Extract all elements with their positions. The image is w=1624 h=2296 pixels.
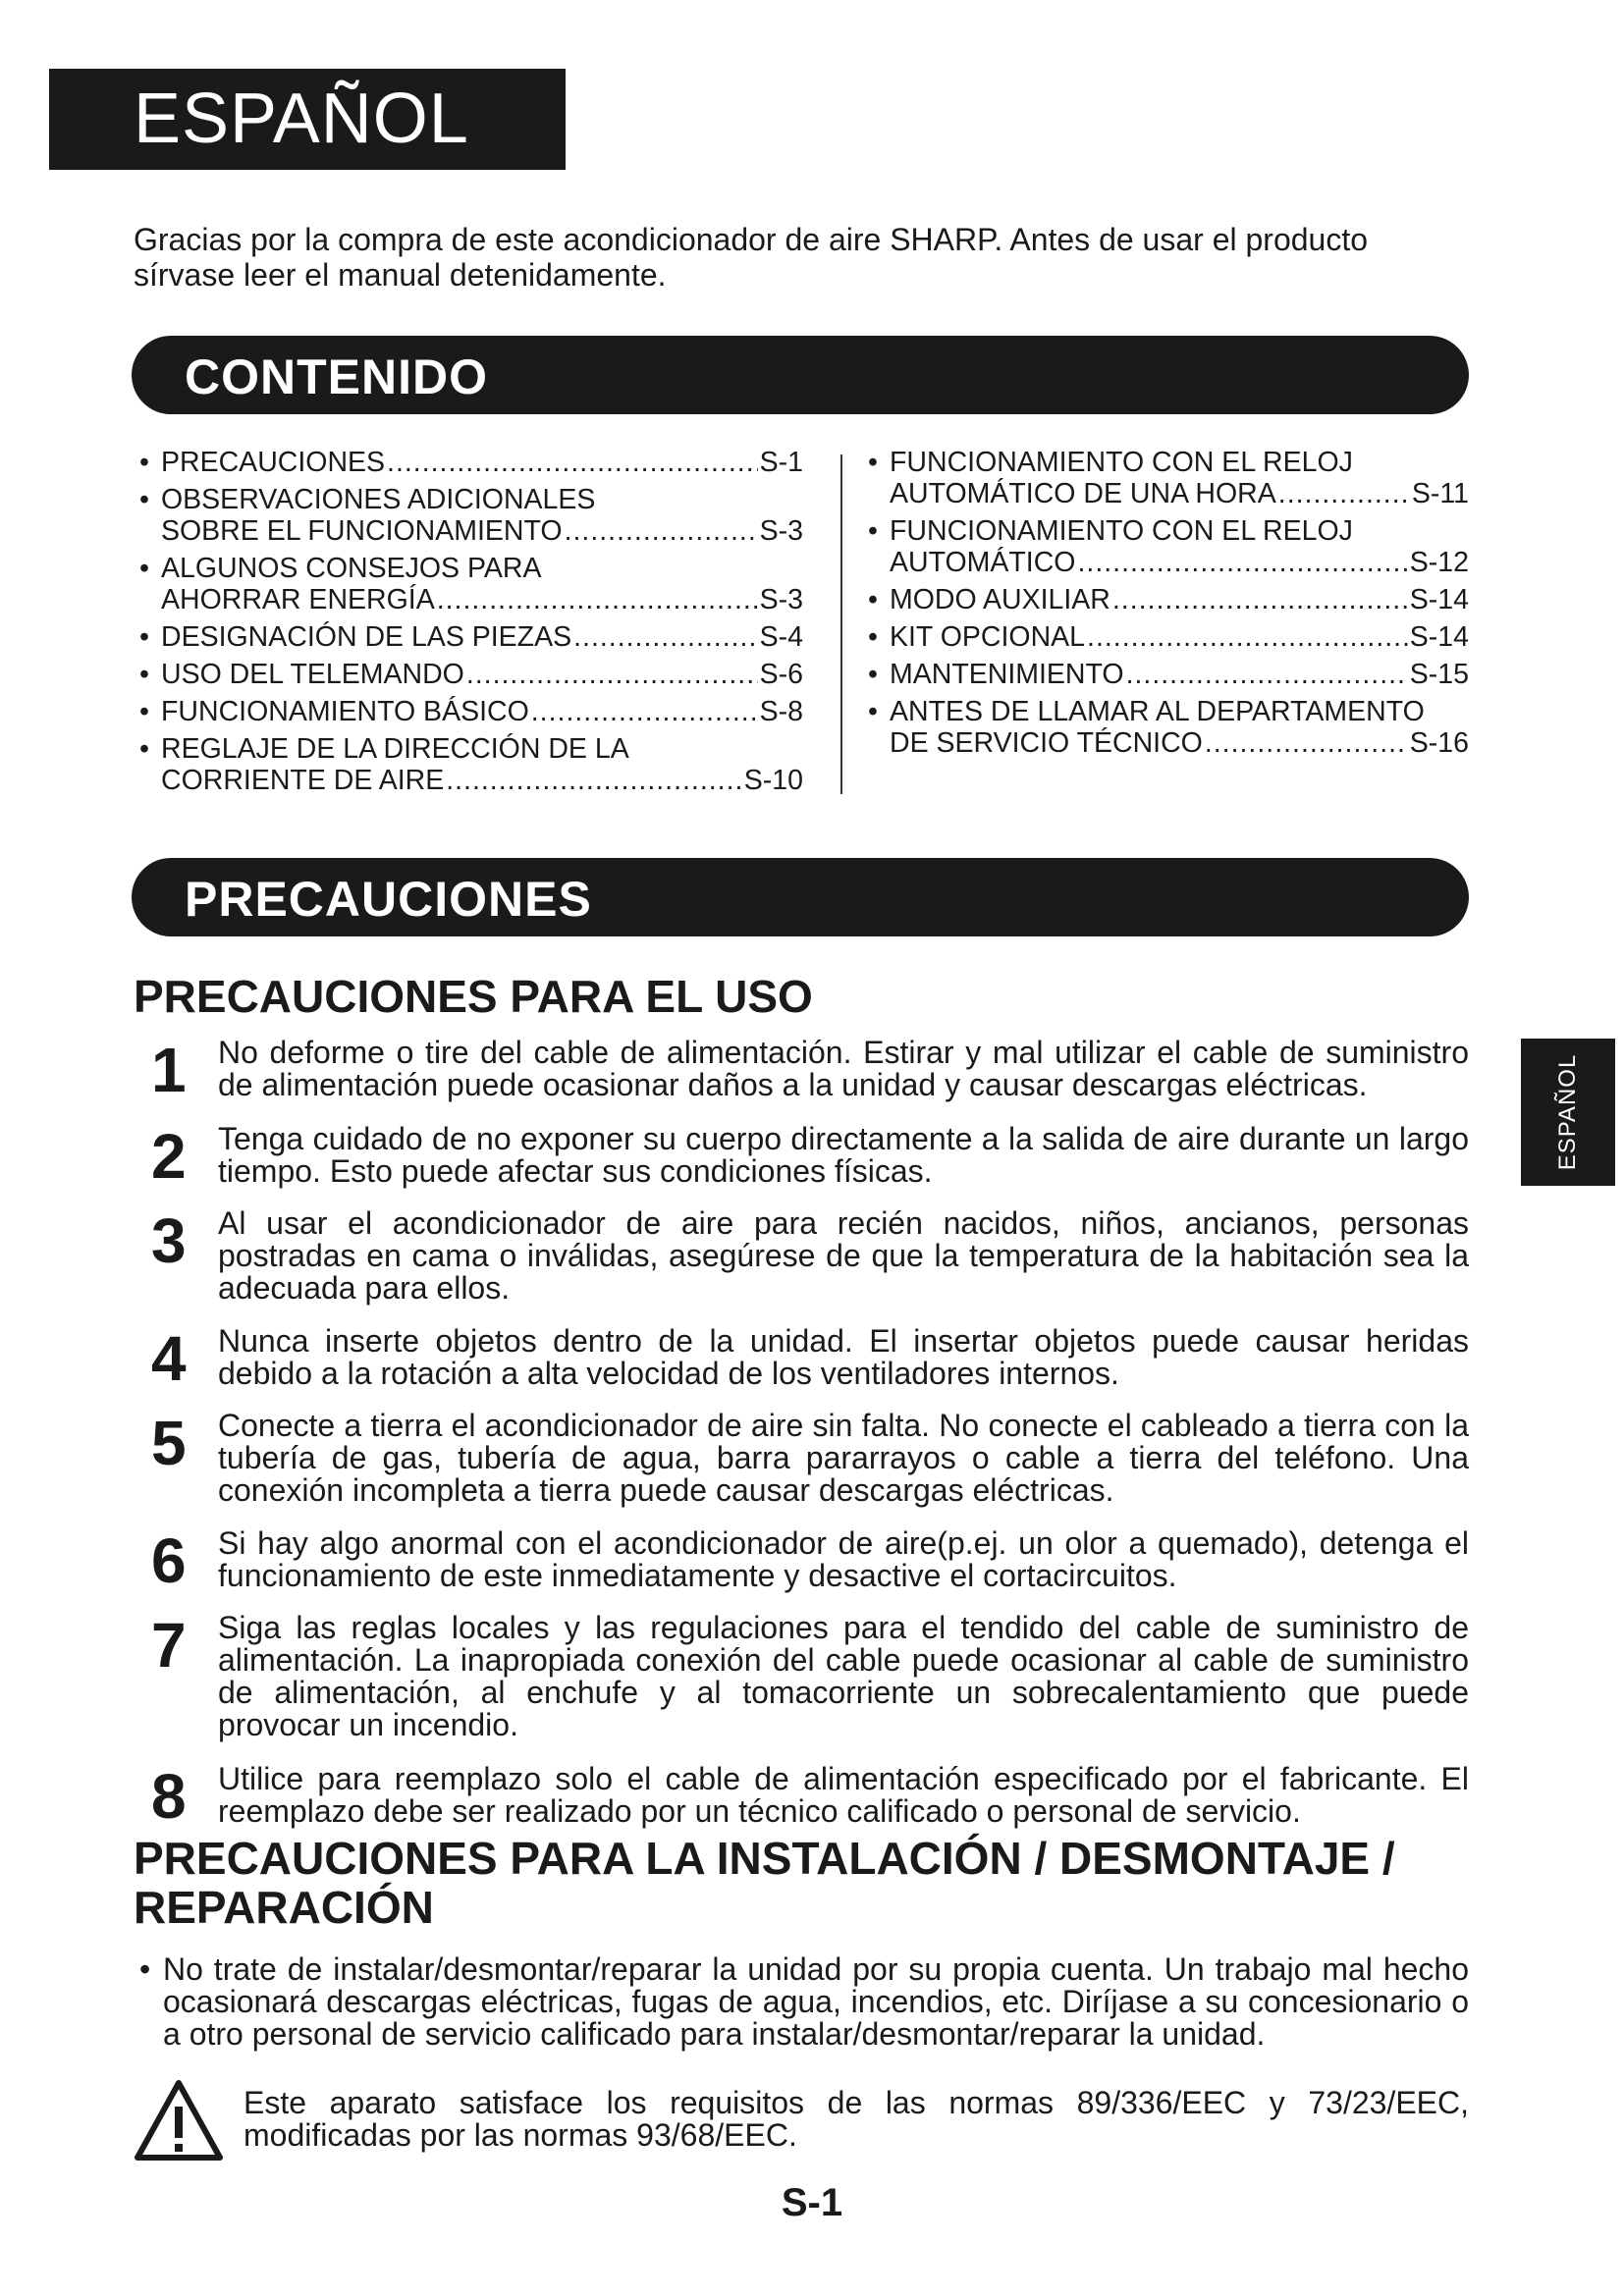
bullet: • [139, 1951, 151, 1987]
toc-item [868, 621, 1469, 653]
toc-divider [840, 454, 842, 794]
precaution-number: 7 [151, 1610, 187, 1681]
contents-banner [132, 336, 1469, 414]
toc-leader-dots [437, 584, 758, 615]
toc-page-ref: S-11 [1411, 478, 1469, 509]
toc-item [139, 659, 803, 690]
precaution-text: Siga las reglas locales y las regulaciones para el tendido del cable de suministro de alimentación. La inapropiada conexión del cable puede ocasionar al cable de suministro de alimentación, al enchufe y al tomacorriente un sobrecalentamiento que puede provocar un incendio. [218, 1610, 1469, 1742]
toc-item [139, 484, 803, 547]
precaution-text: Si hay algo anormal con el acondicionador de aire(p.ej. un olor a quemado), detenga el funcionamiento de este inmediatamente y desactive el cortacircuitos. [218, 1525, 1469, 1593]
precaution-item [134, 1121, 1469, 1192]
toc-item [868, 584, 1469, 615]
toc-leader-dots [1126, 659, 1408, 690]
toc-line [161, 659, 803, 690]
precautions-title: PRECAUCIONES [185, 872, 592, 927]
toc-entry-title: REGLAJE DE LA DIRECCIÓN DE LA [161, 733, 629, 765]
bullet: • [139, 696, 149, 727]
bullet: • [868, 447, 878, 478]
toc-leader-dots [573, 621, 758, 653]
intro-paragraph: Gracias por la compra de este acondicionador de aire SHARP. Antes de usar el producto sírvase leer el manual detenidamente. [134, 222, 1369, 293]
install-precaution-item [139, 1953, 1469, 2051]
precaution-number: 2 [151, 1121, 187, 1192]
toc-leader-dots [466, 659, 758, 690]
toc-page-ref: S-8 [759, 696, 803, 727]
page-number: S-1 [781, 2181, 843, 2224]
toc-entry-title: DE SERVICIO TÉCNICO [890, 727, 1203, 759]
install-precautions-heading: PRECAUCIONES PARA LA INSTALACIÓN / DESMONTAJE / REPARACIÓN [134, 1833, 1395, 1933]
toc-left-column [139, 447, 803, 802]
toc-line [161, 696, 803, 727]
toc-entry-title: KIT OPCIONAL [890, 621, 1086, 653]
toc-line [890, 547, 1469, 578]
toc-entry-title: FUNCIONAMIENTO BÁSICO [161, 696, 529, 727]
toc-page-ref: S-14 [1409, 584, 1469, 615]
precaution-text: Utilice para reemplazo solo el cable de alimentación especificado por el fabricante. El reemplazo debe ser realizado por un técnico calificado o personal de servicio. [218, 1761, 1469, 1829]
toc-entry-title: MODO AUXILIAR [890, 584, 1110, 615]
precautions-banner [132, 858, 1469, 936]
language-header [49, 69, 566, 170]
precaution-item [134, 1207, 1469, 1305]
toc-page-ref: S-3 [759, 515, 803, 547]
toc-line [161, 553, 803, 584]
toc-leader-dots [1087, 621, 1408, 653]
precaution-item [134, 1612, 1469, 1741]
bullet: • [868, 584, 878, 615]
toc-entry-title: ANTES DE LLAMAR AL DEPARTAMENTO [890, 696, 1425, 727]
toc-entry-title: OBSERVACIONES ADICIONALES [161, 484, 596, 515]
side-tab-label: ESPAÑOL [1554, 1053, 1581, 1171]
bullet: • [868, 696, 878, 727]
toc-entry-title: FUNCIONAMIENTO CON EL RELOJ [890, 447, 1353, 478]
toc-item [139, 621, 803, 653]
language-title: ESPAÑOL [134, 80, 469, 158]
toc-entry-title: PRECAUCIONES [161, 447, 386, 478]
toc-entry-title: ALGUNOS CONSEJOS PARA [161, 553, 542, 584]
toc-page-ref: S-14 [1409, 621, 1469, 653]
toc-line [890, 659, 1469, 690]
precaution-number: 1 [151, 1035, 187, 1105]
bullet: • [868, 659, 878, 690]
toc-leader-dots [531, 696, 758, 727]
bullet: • [139, 447, 149, 478]
toc-line [161, 447, 803, 478]
bullet: • [868, 515, 878, 547]
precaution-item [134, 1761, 1469, 1832]
precaution-item [134, 1410, 1469, 1507]
toc-line [161, 515, 803, 547]
toc-entry-title: AHORRAR ENERGÍA [161, 584, 435, 615]
bullet: • [139, 553, 149, 584]
toc-line [890, 478, 1469, 509]
toc-page-ref: S-3 [759, 584, 803, 615]
precaution-number: 3 [151, 1205, 187, 1276]
toc-item [868, 515, 1469, 578]
toc-page-ref: S-16 [1409, 727, 1469, 759]
toc-leader-dots [1112, 584, 1408, 615]
toc-leader-dots [387, 447, 758, 478]
toc-line [890, 696, 1469, 727]
toc-leader-dots [446, 765, 742, 796]
language-side-tab [1521, 1039, 1615, 1186]
toc-leader-dots [1077, 547, 1407, 578]
compliance-notice: Este aparato satisface los requisitos de las normas 89/336/EEC y 73/23/EEC, modificadas por las normas 93/68/EEC. [244, 2085, 1469, 2153]
precaution-text: No deforme o tire del cable de alimentación. Estirar y mal utilizar el cable de suministro de alimentación puede ocasionar daños a la unidad y causar descargas eléctricas. [218, 1035, 1469, 1102]
precaution-number: 8 [151, 1761, 187, 1832]
precaution-item [134, 1035, 1469, 1105]
toc-line [161, 765, 803, 796]
toc-item [868, 696, 1469, 759]
toc-leader-dots [1205, 727, 1408, 759]
toc-leader-dots [1278, 478, 1410, 509]
precaution-number: 4 [151, 1323, 187, 1394]
toc-entry-title: SOBRE EL FUNCIONAMIENTO [161, 515, 563, 547]
toc-item [139, 733, 803, 796]
precaution-item [134, 1525, 1469, 1596]
use-precautions-heading: PRECAUCIONES PARA EL USO [134, 971, 813, 1022]
toc-page-ref: S-6 [759, 659, 803, 690]
toc-entry-title: DESIGNACIÓN DE LAS PIEZAS [161, 621, 572, 653]
toc-line [890, 584, 1469, 615]
toc-line [161, 584, 803, 615]
toc-entry-title: USO DEL TELEMANDO [161, 659, 464, 690]
toc-entry-title: CORRIENTE DE AIRE [161, 765, 445, 796]
toc-line [890, 515, 1469, 547]
toc-line [890, 727, 1469, 759]
toc-item [139, 696, 803, 727]
bullet: • [139, 659, 149, 690]
install-precaution-text: No trate de instalar/desmontar/reparar la unidad por su propia cuenta. Un trabajo mal hecho ocasionará descargas eléctricas, fugas de agua, incendios, etc. Diríjase a su concesionario o a otro personal de servicio calificado para instalar/desmontar/reparar la unidad. [163, 1951, 1469, 2052]
precaution-item [134, 1323, 1469, 1394]
precaution-number: 5 [151, 1408, 187, 1478]
toc-entry-title: AUTOMÁTICO DE UNA HORA [890, 478, 1276, 509]
toc-page-ref: S-10 [743, 765, 803, 796]
precaution-text: Nunca inserte objetos dentro de la unidad. El insertar objetos puede causar heridas debido a la rotación a alta velocidad de los ventiladores internos. [218, 1323, 1469, 1391]
toc-page-ref: S-15 [1409, 659, 1469, 690]
toc-item [868, 659, 1469, 690]
toc-entry-title: MANTENIMIENTO [890, 659, 1124, 690]
toc-line [890, 447, 1469, 478]
warning-triangle-icon [134, 2079, 224, 2162]
toc-item [139, 447, 803, 478]
toc-entry-title: AUTOMÁTICO [890, 547, 1076, 578]
toc-line [161, 484, 803, 515]
precaution-text: Al usar el acondicionador de aire para recién nacidos, niños, ancianos, personas postradas en cama o inválidas, asegúrese de que la temperatura de la habitación sea la adecuada para ellos. [218, 1205, 1469, 1306]
toc-line [161, 621, 803, 653]
contents-title: CONTENIDO [185, 349, 488, 404]
bullet: • [868, 621, 878, 653]
precaution-text: Tenga cuidado de no exponer su cuerpo directamente a la salida de aire durante un largo tiempo. Esto puede afectar sus condiciones físicas. [218, 1121, 1469, 1189]
bullet: • [139, 621, 149, 653]
toc-line [161, 733, 803, 765]
toc-leader-dots [565, 515, 758, 547]
toc-page-ref: S-12 [1409, 547, 1469, 578]
toc-item [139, 553, 803, 615]
toc-page-ref: S-4 [759, 621, 803, 653]
use-precautions-list [134, 1035, 1469, 1832]
toc-item [868, 447, 1469, 509]
precaution-number: 6 [151, 1525, 187, 1596]
toc-page-ref: S-1 [759, 447, 803, 478]
toc-right-column [868, 447, 1469, 765]
bullet: • [139, 733, 149, 765]
precaution-text: Conecte a tierra el acondicionador de aire sin falta. No conecte el cableado a tierra con la tubería de gas, tubería de agua, barra pararrayos o cable a tierra del teléfono. Una conexión incompleta a tierra puede causar descargas eléctricas. [218, 1408, 1469, 1508]
toc-line [890, 621, 1469, 653]
bullet: • [139, 484, 149, 515]
toc-entry-title: FUNCIONAMIENTO CON EL RELOJ [890, 515, 1353, 547]
